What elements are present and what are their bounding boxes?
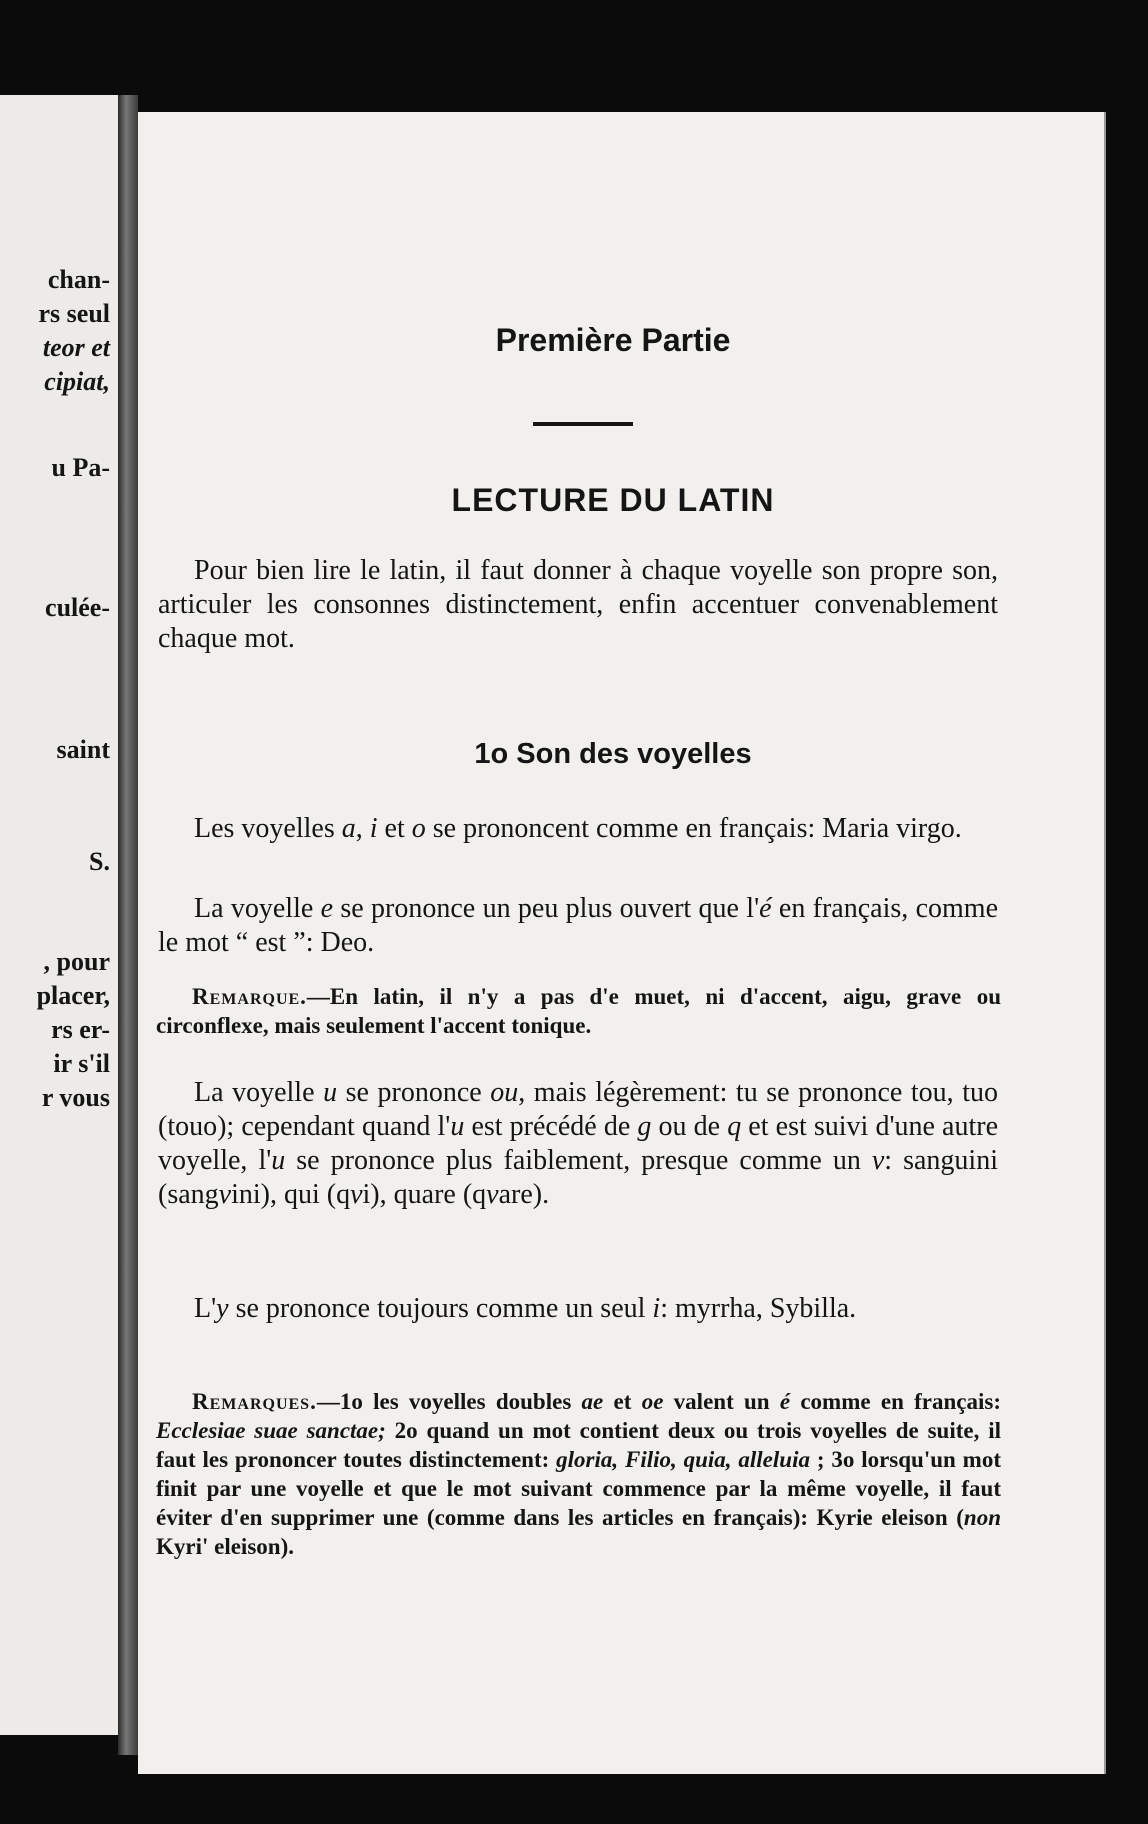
left-line: culée- [45,593,110,622]
left-line: cipiat, [44,367,110,396]
left-line: placer, [36,981,110,1010]
left-line: , pour [43,947,110,976]
remarks-paragraph: Remarques.—1o les voyelles doubles ae et oe valent un é comme en français: Ecclesiae suae sanctae; 2o quand un mot contient deux ou trois voyelles de suite, il faut les prononcer toutes distinctement: gloria, Filio, quia, alleluia ; 3o lorsqu'un mot finit par une voyelle et que le mot suivant commence par la même voyelle, il faut éviter d'en supprimer une (comme dans les articles en français): Kyrie eleison (non Kyri' eleison). [156,1389,1001,1559]
paragraph-vowels-aio: Les voyelles a, i et o se prononcent comme en français: Maria virgo. [194,813,962,844]
left-line: r vous [41,1083,110,1112]
remark-paragraph: Remarque.—En latin, il n'y a pas d'e muet, ni d'accent, aigu, grave ou circonflexe, mais seulement l'accent tonique. [156,984,1001,1038]
section-title: LECTURE DU LATIN [451,482,775,518]
left-line: teor et [42,333,110,362]
left-line: chan- [47,265,110,294]
paragraph-vowel-u: La voyelle u se prononce ou, mais légèrement: tu se prononce tou, tuo (touo); cependant quand l'u est précédé de g ou de q et est suivi d'une autre voyelle, l'u se prononce plus faiblement, presque comme un v: sanguini (sangvini), qui (qvi), quare (qvare). [158,1077,998,1210]
intro-paragraph: Pour bien lire le latin, il faut donner à chaque voyelle son propre son, articuler les consonnes distinctement, enfin accentuer convenablement chaque mot. [158,555,998,654]
left-line: saint [56,735,110,764]
paragraph-vowel-y: L'y se prononce toujours comme un seul i: myrrha, Sybilla. [194,1293,857,1324]
left-page [0,95,124,1735]
left-line: rs er- [51,1015,110,1044]
part-title: Première Partie [495,322,731,358]
right-page [138,112,1106,1774]
paragraph-vowel-e: La voyelle e se prononce un peu plus ouvert que l'é en français, comme le mot “ est ”: Deo. [158,893,999,958]
left-line: u Pa- [51,453,110,482]
title-divider [533,422,633,426]
remark-label: Remarque. [192,984,307,1009]
remarks-label: Remarques. [192,1389,317,1414]
left-line: S. [89,847,110,876]
book-spine [118,95,138,1755]
subsection-title: 1o Son des voyelles [474,738,752,770]
left-line: rs seul [38,299,110,328]
left-line: ir s'il [53,1049,110,1078]
